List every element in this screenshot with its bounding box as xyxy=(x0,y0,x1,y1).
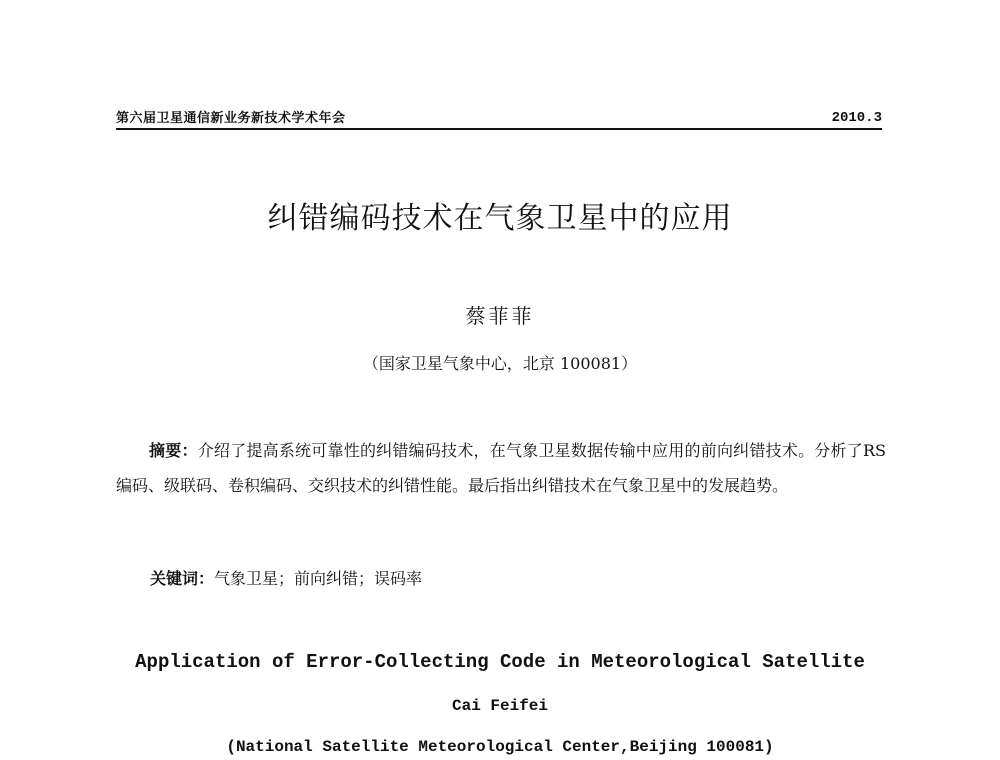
keywords-text: 气象卫星；前向纠错；误码率 xyxy=(214,569,423,588)
conference-name: 第六届卫星通信新业务新技术学术年会 xyxy=(116,111,346,126)
publication-date: 2010.3 xyxy=(831,110,882,126)
author-name-chinese: 蔡菲菲 xyxy=(465,304,535,328)
affiliation-chinese: （国家卫星气象中心，北京 100081） xyxy=(362,354,638,373)
abstract-chinese xyxy=(116,433,886,503)
running-header xyxy=(116,104,882,130)
keywords-label: 关键词： xyxy=(150,569,215,588)
affiliation-english: (National Satellite Meteorological Center,Beijing 100081) xyxy=(226,738,774,756)
paper-title-english: Application of Error-Collecting Code in Meteorological Satellite xyxy=(135,651,865,673)
keywords-chinese xyxy=(150,566,850,589)
abstract-label: 摘要： xyxy=(149,441,198,460)
paper-title-chinese: 纠错编码技术在气象卫星中的应用 xyxy=(267,201,733,236)
author-name-english: Cai Feifei xyxy=(451,697,548,715)
abstract-text: 介绍了提高系统可靠性的纠错编码技术，在气象卫星数据传输中应用的前向纠错技术。分析了RS编码、级联码、卷积编码、交织技术的纠错性能。最后指出纠错技术在气象卫星中的发展趋势。 xyxy=(116,441,886,495)
